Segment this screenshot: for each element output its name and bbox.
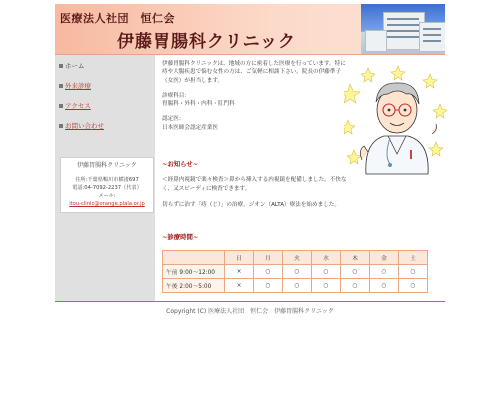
schedule-cell: ○ [370,279,399,293]
info-clinic-name: 伊藤胃腸科クリニック [77,162,137,169]
schedule-cell: × [225,265,254,279]
nav-link-home[interactable]: ホーム [65,62,85,70]
intro-paragraph: 伊藤胃腸科クリニックは、地域の方に密着した医療を行っています。特に痔や大腸疾患で悩む女性の方は、ご気軽に相談下さい。院長の伊藤準子（女医）が担当します。 [162,61,346,84]
schedule-cell: ○ [399,265,428,279]
news-section [162,160,352,209]
schedule-cell: × [225,279,254,293]
schedule-cell: ○ [254,279,283,293]
nav-link-contact[interactable]: お問い合わせ [65,122,104,130]
sparkle-star-icon [361,68,375,82]
day-header: 日 [225,251,254,265]
nav-item-outpatient[interactable] [59,81,155,90]
side-nav [55,55,155,130]
day-header: 火 [283,251,312,265]
sparkle-star-icon [344,120,355,134]
schedule-cell: ○ [370,265,399,279]
nav-link-outpatient[interactable]: 外来診療 [65,82,91,90]
bullet-square-icon [59,64,63,68]
nav-item-home[interactable] [59,61,155,70]
info-address: 住所:千葉県鴨川市横渚697 [75,177,139,183]
page [55,4,445,290]
day-header: 水 [312,251,341,265]
intro-section [162,60,347,139]
info-email-link[interactable]: itou-clinic@orange.plala.or.jp [69,201,145,207]
sparkle-star-icon [429,142,443,156]
period-label: 午後 2:00〜5:00 [163,279,225,293]
sparkle-star-icon [344,84,360,103]
schedule-cell: ○ [283,279,312,293]
schedule-cell: ○ [312,265,341,279]
footer-divider [55,301,445,302]
period-label: 午前 9:00〜12:00 [163,265,225,279]
sidebar [55,55,155,301]
table-row [163,265,428,279]
schedule-header-row [163,251,428,265]
schedule-title: ~診療時間~ [162,233,199,241]
table-row [163,279,428,293]
info-phone: 電話:04-7092-2237（代表） [72,185,142,191]
news-title: ~お知らせ~ [162,160,199,168]
schedule-cell: ○ [341,279,370,293]
bullet-square-icon [59,104,63,108]
footer-copyright: Copyright (C) 医療法人社団 恒仁会 伊藤胃腸科クリニック [166,308,334,315]
nav-item-contact[interactable] [59,121,155,130]
bullet-square-icon [59,124,63,128]
organization-name: 医療法人社団 恒仁会 [60,12,175,25]
schedule-table [162,250,428,293]
departments-label: 診療科目： [162,92,190,99]
news-item: 切らずに治す「痔（じ）」の治療。ジオン（ALTA）療法を始めました。 [162,201,340,208]
doctor-illustration [344,64,447,184]
schedule-cell: ○ [254,265,283,279]
schedule-cell: ○ [399,279,428,293]
schedule-cell: ○ [312,279,341,293]
departments-value: 胃腸科・外科・内科・肛門科 [162,101,235,108]
bullet-square-icon [59,84,63,88]
sparkle-star-icon [423,74,437,88]
day-header: 土 [399,251,428,265]
clinic-title: 伊藤胃腸科クリニック [117,32,296,52]
day-header: 金 [370,251,399,265]
day-header: 月 [254,251,283,265]
clinic-building-photo [361,4,445,54]
day-header: 木 [341,251,370,265]
schedule-corner-cell [163,251,225,265]
sparkle-star-icon [391,66,405,80]
news-item: ＜経鼻内視鏡で楽々検査＞鼻から挿入する内視鏡を配備しました。不快なく、又スピーディに検査できます。 [162,177,347,192]
site-header [55,4,445,55]
sparkle-star-icon [433,104,447,118]
certification-label: 認定医： [162,116,185,123]
nav-item-access[interactable] [59,101,155,110]
schedule-cell: ○ [283,265,312,279]
nav-link-access[interactable]: アクセス [65,102,91,110]
schedule-cell: ○ [341,265,370,279]
certification-value: 日本医師会認定産業医 [162,124,218,131]
info-mail-label: メール: [98,193,116,199]
clinic-info-box [60,157,154,213]
